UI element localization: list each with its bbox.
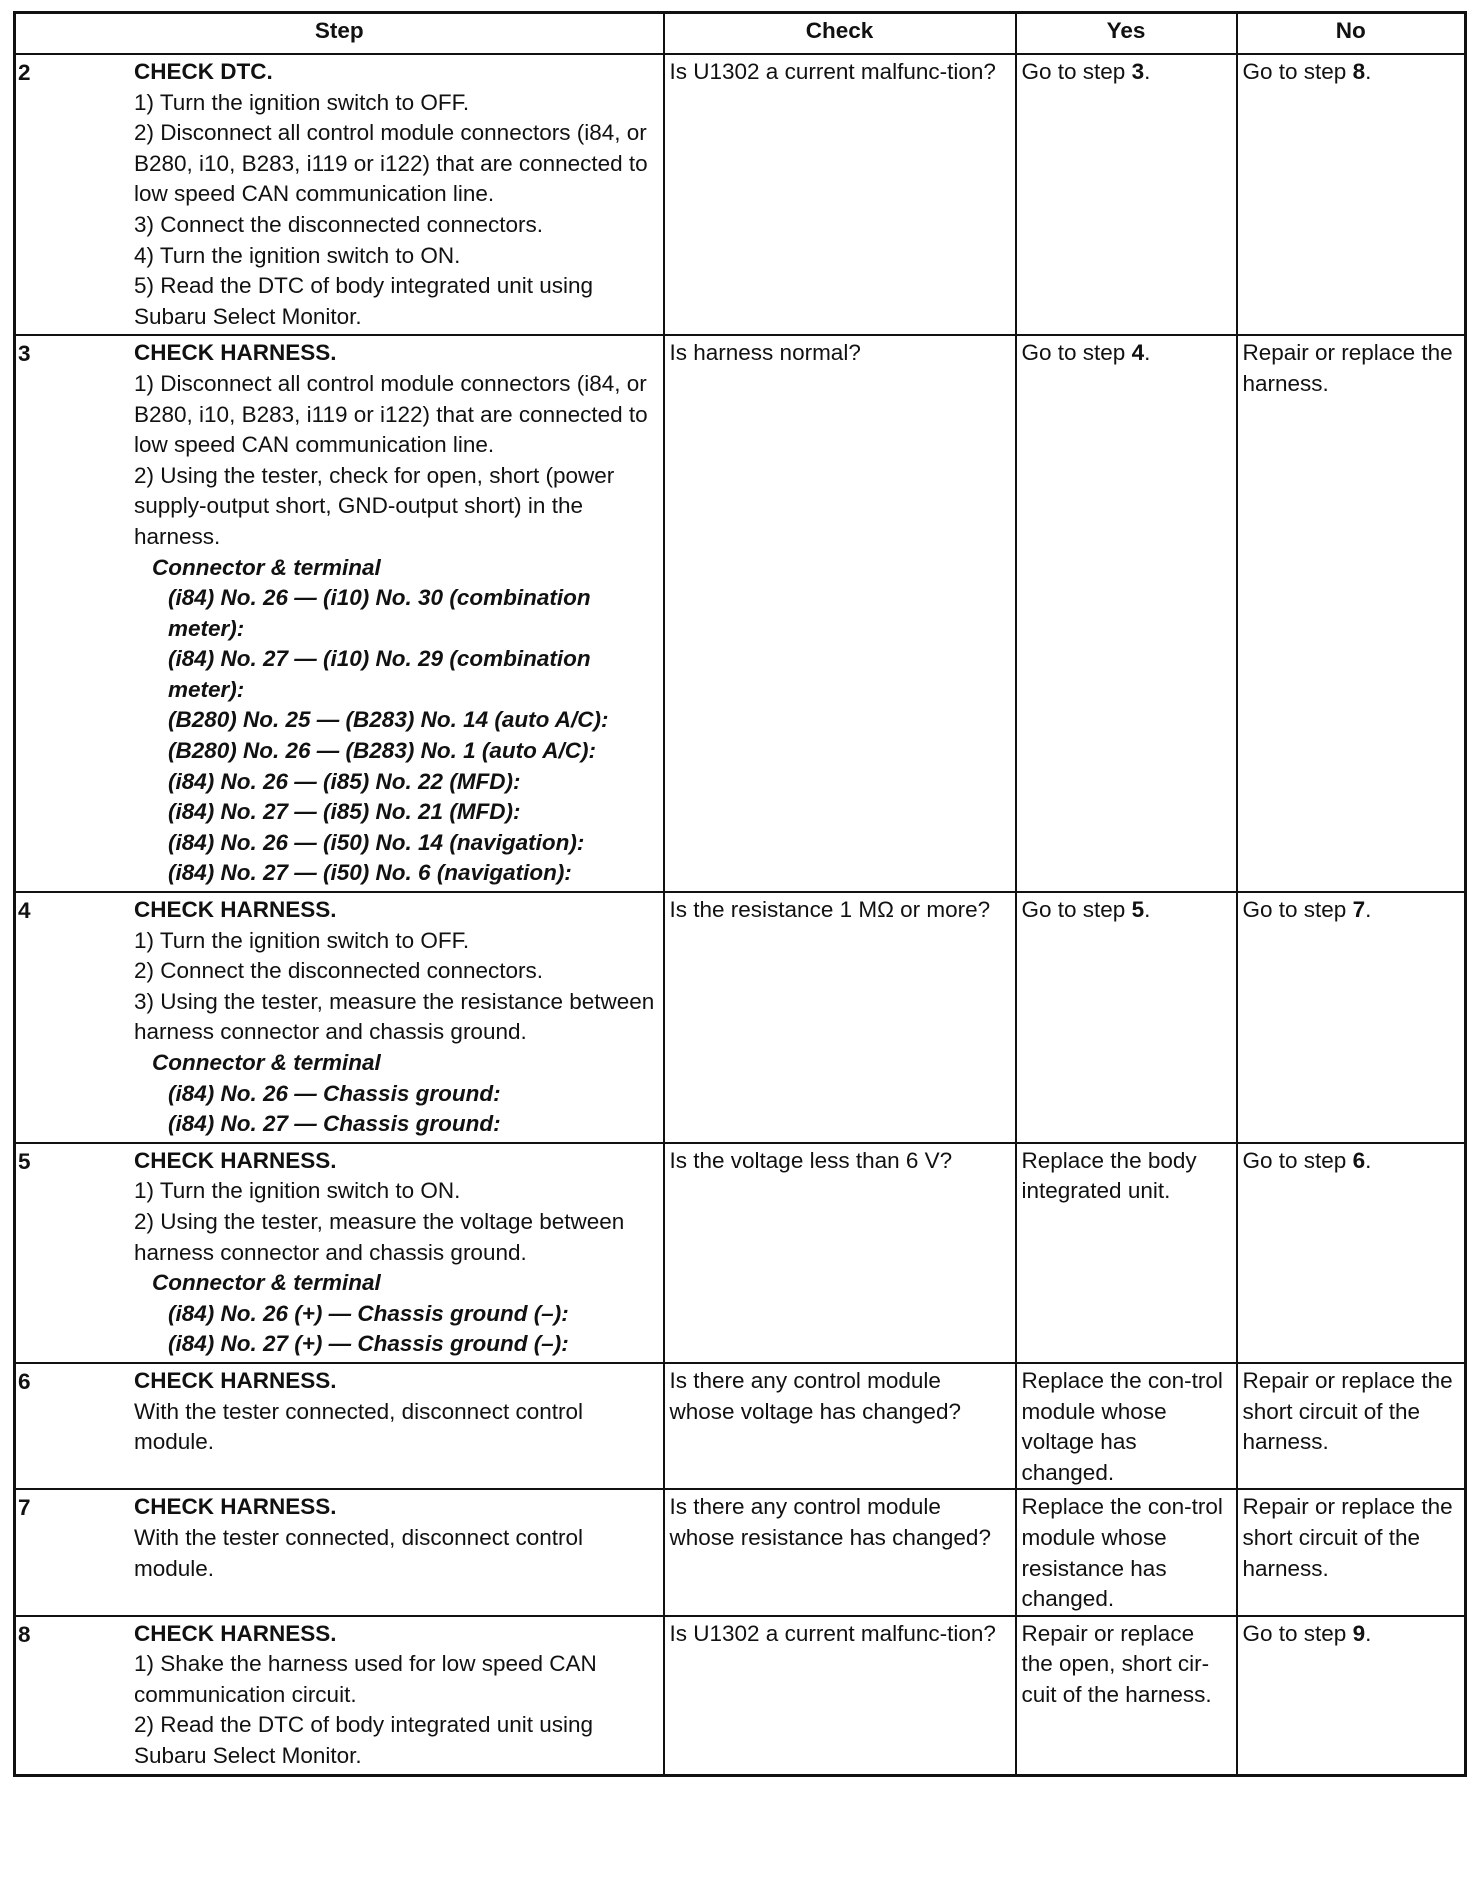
yes-cell — [1016, 1143, 1237, 1363]
connector-terminal-item: (B280) No. 26 — (B283) No. 1 (auto A/C): — [168, 738, 596, 764]
step-body — [134, 1619, 656, 1772]
step-title: CHECK DTC. — [134, 59, 273, 84]
yes-action — [1022, 336, 1229, 369]
step-instruction: 4) Turn the ignition switch to ON. — [134, 242, 461, 268]
check-question: Is U1302 a current malfunc-tion? — [669, 59, 996, 84]
no-step-ref: 8 — [1352, 59, 1366, 84]
yes-cell — [1016, 1489, 1237, 1615]
step-body — [134, 1146, 656, 1360]
step-cell — [15, 1363, 664, 1489]
step-instruction: 2) Read the DTC of body integrated unit using Subaru Select Monitor. — [134, 1712, 594, 1769]
check-question: Is U1302 a current malfunc-tion? — [669, 1620, 996, 1646]
connector-terminal-item: (i84) No. 27 — (i85) No. 21 (MFD): — [168, 799, 521, 825]
step-number: 5 — [18, 1148, 31, 1174]
no-prefix: Go to step — [1242, 1620, 1353, 1646]
step-number: 6 — [18, 1368, 31, 1394]
connector-terminal-item: (i84) No. 26 — (i50) No. 14 (navigation): — [168, 829, 585, 855]
step-instruction: With the tester connected, disconnect control module. — [134, 1398, 583, 1455]
table-row — [15, 1143, 1466, 1363]
connector-terminal-item: (B280) No. 25 — (B283) No. 14 (auto A/C): — [168, 707, 609, 733]
step-number: 3 — [18, 341, 31, 367]
yes-cell — [1016, 54, 1237, 335]
yes-cell — [1016, 1616, 1237, 1775]
connector-terminal-item: (i84) No. 26 — (i85) No. 22 (MFD): — [168, 768, 521, 794]
table-row — [15, 54, 1466, 335]
step-title: CHECK HARNESS. — [134, 340, 337, 366]
connector-terminal-heading: Connector & terminal — [152, 554, 381, 580]
no-prefix: Go to step — [1242, 1147, 1353, 1173]
check-cell — [664, 1489, 1016, 1615]
step-title: CHECK HARNESS. — [134, 1494, 337, 1520]
no-step-ref: 6 — [1352, 1147, 1366, 1173]
yes-cell — [1016, 892, 1237, 1143]
no-action: Repair or replace the short circuit of the harness. — [1242, 1367, 1453, 1455]
yes-suffix: . — [1144, 897, 1151, 923]
check-cell — [664, 1363, 1016, 1489]
step-body — [134, 895, 656, 1140]
step-number: 8 — [18, 1621, 31, 1647]
no-suffix: . — [1365, 897, 1372, 923]
header-step: Step — [15, 13, 664, 55]
no-action — [1243, 1617, 1458, 1650]
yes-action — [1022, 893, 1229, 926]
step-number: 2 — [18, 60, 31, 85]
no-action: Repair or replace the short circuit of the harness. — [1242, 1494, 1453, 1581]
step-cell — [15, 1616, 664, 1775]
no-cell — [1237, 1363, 1466, 1489]
yes-prefix: Go to step — [1021, 897, 1132, 923]
step-instruction: 1) Turn the ignition switch to OFF. — [134, 927, 470, 953]
check-question: Is there any control module whose resistance has changed? — [669, 1494, 991, 1550]
yes-action: Replace the con-trol module whose voltage has changed. — [1021, 1367, 1223, 1485]
check-question: Is the voltage less than 6 V? — [669, 1147, 953, 1173]
step-instruction: 3) Connect the disconnected connectors. — [134, 211, 543, 237]
step-instruction: 2) Using the tester, measure the voltage between harness connector and chassis ground. — [134, 1208, 625, 1265]
no-step-ref: 7 — [1352, 897, 1366, 923]
step-instruction: 1) Disconnect all control module connectors (i84, or B280, i10, B283, i119 or i122) that are connected to low speed CAN communication line. — [134, 370, 648, 458]
table-row — [15, 335, 1466, 892]
step-title: CHECK HARNESS. — [134, 897, 337, 923]
no-prefix: Go to step — [1242, 59, 1353, 84]
step-title: CHECK HARNESS. — [134, 1367, 337, 1393]
no-suffix: . — [1365, 1620, 1372, 1646]
no-suffix: . — [1365, 59, 1372, 84]
no-cell — [1237, 335, 1466, 892]
step-number: 7 — [18, 1495, 31, 1521]
no-prefix: Go to step — [1242, 897, 1353, 923]
step-instruction: 1) Shake the harness used for low speed CAN communication circuit. — [134, 1651, 597, 1707]
no-cell — [1237, 1143, 1466, 1363]
check-cell — [664, 335, 1016, 892]
yes-action: Repair or replace the open, short cir-cuit of the harness. — [1021, 1620, 1212, 1707]
header-no: No — [1237, 13, 1466, 55]
yes-prefix: Go to step — [1021, 59, 1132, 84]
table-row — [15, 1363, 1466, 1489]
no-cell — [1237, 892, 1466, 1143]
header-yes: Yes — [1016, 13, 1237, 55]
step-instruction: 1) Turn the ignition switch to ON. — [134, 1178, 461, 1204]
step-title: CHECK HARNESS. — [134, 1147, 337, 1173]
diagnostic-procedure-table — [13, 11, 1467, 1777]
step-cell — [15, 1143, 664, 1363]
no-suffix: . — [1365, 1147, 1372, 1173]
step-body — [134, 1366, 656, 1458]
no-action: Repair or replace the harness. — [1242, 340, 1453, 396]
no-step-ref: 9 — [1352, 1620, 1366, 1646]
check-question: Is the resistance 1 MΩ or more? — [669, 897, 991, 923]
step-cell — [15, 892, 664, 1143]
step-instruction: 2) Connect the disconnected connectors. — [134, 958, 543, 984]
connector-terminal-item: (i84) No. 26 — Chassis ground: — [168, 1080, 501, 1106]
yes-suffix: . — [1144, 340, 1151, 366]
table-row — [15, 1616, 1466, 1775]
yes-action: Replace the con-trol module whose resistance has changed. — [1021, 1494, 1223, 1612]
step-instruction: 1) Turn the ignition switch to OFF. — [134, 89, 470, 115]
yes-cell — [1016, 335, 1237, 892]
table-row — [15, 1489, 1466, 1615]
connector-terminal-heading: Connector & terminal — [152, 1050, 381, 1075]
check-cell — [664, 54, 1016, 335]
yes-action — [1022, 55, 1229, 88]
yes-step-ref: 5 — [1131, 897, 1145, 923]
yes-step-ref: 3 — [1131, 59, 1145, 84]
table-header-row — [15, 13, 1466, 55]
step-body — [134, 338, 656, 889]
check-question: Is there any control module whose voltage has changed? — [669, 1367, 961, 1424]
no-action — [1243, 893, 1458, 926]
step-cell — [15, 1489, 664, 1615]
step-instruction: 5) Read the DTC of body integrated unit using Subaru Select Monitor. — [134, 273, 594, 329]
step-instruction: With the tester connected, disconnect control module. — [134, 1524, 583, 1581]
yes-suffix: . — [1144, 59, 1151, 84]
no-action — [1243, 55, 1458, 88]
step-instruction: 3) Using the tester, measure the resistance between harness connector and chassis ground. — [134, 988, 655, 1045]
connector-terminal-item: (i84) No. 26 — (i10) No. 30 (combination meter): — [168, 585, 591, 641]
step-body — [134, 57, 656, 332]
no-cell — [1237, 1616, 1466, 1775]
step-number: 4 — [18, 898, 31, 924]
check-cell — [664, 1616, 1016, 1775]
yes-step-ref: 4 — [1131, 340, 1145, 366]
connector-terminal-item: (i84) No. 27 — (i50) No. 6 (navigation): — [168, 860, 572, 886]
no-cell — [1237, 54, 1466, 335]
no-cell — [1237, 1489, 1466, 1615]
connector-terminal-item: (i84) No. 27 (+) — Chassis ground (–): — [168, 1331, 569, 1357]
table-row — [15, 892, 1466, 1143]
step-cell — [15, 54, 664, 335]
yes-action: Replace the body integrated unit. — [1021, 1147, 1197, 1204]
header-check: Check — [664, 13, 1016, 55]
connector-terminal-heading: Connector & terminal — [152, 1270, 381, 1296]
connector-terminal-item: (i84) No. 26 (+) — Chassis ground (–): — [168, 1300, 569, 1326]
step-instruction: 2) Disconnect all control module connectors (i84, or B280, i10, B283, i119 or i122) that are connected to low speed CAN communication line. — [134, 120, 648, 207]
check-cell — [664, 1143, 1016, 1363]
connector-terminal-item: (i84) No. 27 — (i10) No. 29 (combination meter): — [168, 646, 591, 702]
step-cell — [15, 335, 664, 892]
check-question: Is harness normal? — [669, 340, 861, 366]
connector-terminal-item: (i84) No. 27 — Chassis ground: — [168, 1111, 501, 1137]
no-action — [1243, 1144, 1458, 1177]
step-body — [134, 1492, 656, 1584]
check-cell — [664, 892, 1016, 1143]
yes-cell — [1016, 1363, 1237, 1489]
yes-prefix: Go to step — [1021, 340, 1132, 366]
step-title: CHECK HARNESS. — [134, 1620, 337, 1646]
step-instruction: 2) Using the tester, check for open, short (power supply-output short, GND-output short) in the harness. — [134, 462, 615, 549]
